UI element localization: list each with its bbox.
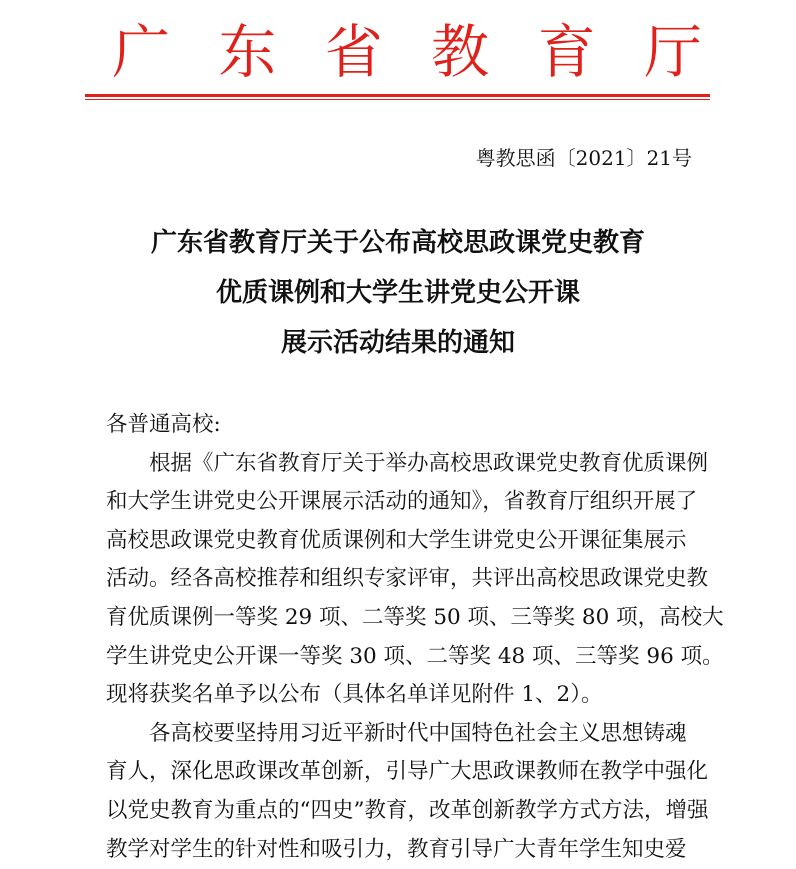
body-line: 以党史教育为重点的“四史”教育，改革创新教学方式方法，增强	[106, 797, 709, 823]
body-line: 根据《广东省教育厅关于举办高校思政课党史教育优质课例	[106, 450, 709, 476]
header-char: 省	[324, 20, 383, 85]
header-char: 教	[431, 20, 490, 85]
header-rule-thick	[85, 94, 710, 97]
body-line: 学生讲党史公开课一等奖 30 项、二等奖 48 项、三等奖 96 项。	[106, 643, 724, 669]
body-line: 高校思政课党史教育优质课例和大学生讲党史公开课征集展示	[106, 527, 687, 553]
document-body	[106, 406, 724, 869]
document-title	[0, 218, 796, 368]
agency-header	[112, 18, 702, 88]
header-rule-thin	[85, 99, 710, 100]
title-line: 广东省教育厅关于公布高校思政课党史教育	[150, 228, 645, 258]
body-line: 各高校要坚持用习近平新时代中国特色社会主义思想铸魂	[106, 720, 687, 746]
body-line: 现将获奖名单予以公布（具体名单详见附件 1、2）。	[106, 682, 603, 708]
title-line: 优质课例和大学生讲党史公开课	[215, 278, 580, 308]
body-line: 和大学生讲党史公开课展示活动的通知》，省教育厅组织开展了	[106, 489, 698, 515]
body-line: 教学对学生的针对性和吸引力，教育引导广大青年学生知史爱	[106, 836, 687, 862]
salutation: 各普通高校:	[106, 412, 221, 437]
title-line: 展示活动结果的通知	[280, 328, 515, 358]
document-number: 粤教思函〔2021〕21号	[475, 146, 692, 170]
body-line: 活动。经各高校推荐和组织专家评审，共评出高校思政课党史教	[106, 566, 709, 592]
header-char: 厅	[643, 20, 702, 85]
header-char: 东	[218, 20, 277, 85]
body-line: 育优质课例一等奖 29 项、二等奖 50 项、三等奖 80 项，高校大	[106, 604, 724, 630]
header-char: 育	[537, 20, 596, 85]
header-char: 广	[112, 20, 171, 85]
body-line: 育人，深化思政课改革创新，引导广大思政课教师在教学中强化	[106, 759, 709, 785]
